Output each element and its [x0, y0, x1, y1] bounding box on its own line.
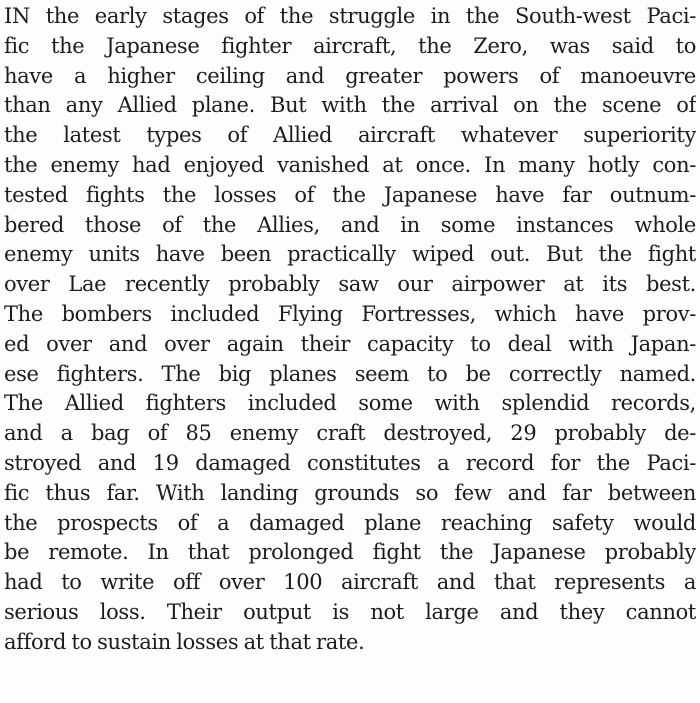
article-line: and a bag of 85 enemy craft destroyed, 29 probably de- [4, 421, 696, 446]
article-line: enemy units have been practically wiped out. But the fight [4, 242, 696, 267]
article-line: tested fights the losses of the Japanese have far outnum- [4, 182, 696, 207]
article-line: ed over and over again their capacity to deal with Japan- [4, 331, 696, 356]
article-line: stroyed and 19 damaged constitutes a record for the Paci- [4, 450, 696, 475]
article-line: the enemy had enjoyed vanished at once. In many hotly con- [4, 152, 696, 177]
article-line: be remote. In that prolonged fight the Japanese probably [4, 540, 696, 565]
article-line: fic the Japanese fighter aircraft, the Zero, was said to [4, 33, 696, 58]
article-line: ese fighters. The big planes seem to be correctly named. [4, 361, 696, 386]
article-line: than any Allied plane. But with the arrival on the scene of [4, 93, 696, 118]
article-line: fic thus far. With landing grounds so few and far between [4, 480, 696, 505]
article-line: afford to sustain losses at that rate. [4, 629, 365, 654]
article-line: The bombers included Flying Fortresses, which have prov- [4, 301, 696, 326]
article-line: IN the early stages of the struggle in the South-west Paci- [4, 4, 696, 28]
article-line: over Lae recently probably saw our airpower at its best. [4, 272, 696, 297]
article-line: the prospects of a damaged plane reaching safety would [4, 510, 696, 535]
article-line: have a higher ceiling and greater powers of manoeuvre [4, 63, 696, 88]
article-line: the latest types of Allied aircraft whatever superiority [4, 123, 696, 148]
article-line: had to write off over 100 aircraft and that represents a [4, 570, 696, 595]
article-line: bered those of the Allies, and in some instances whole [4, 212, 696, 237]
article-line: serious loss. Their output is not large and they cannot [4, 599, 696, 624]
article-text-column [4, 2, 696, 658]
article-line: The Allied fighters included some with splendid records, [4, 391, 696, 416]
